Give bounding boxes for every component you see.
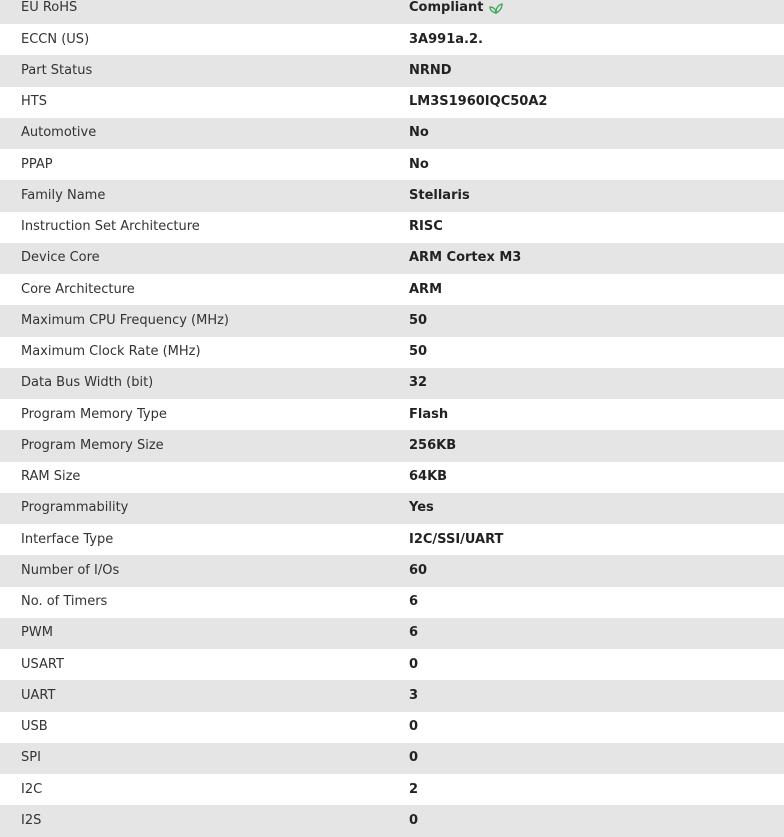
spec-value: 50	[409, 344, 428, 360]
spec-label: Programmability	[21, 500, 129, 516]
spec-label: Maximum Clock Rate (MHz)	[21, 344, 201, 360]
spec-value: 256KB	[409, 437, 457, 453]
spec-row-data-bus-width	[0, 368, 784, 399]
spec-row-usart	[0, 649, 784, 680]
spec-row-usb	[0, 712, 784, 743]
spec-value: 0	[409, 812, 419, 828]
spec-label: UART	[21, 687, 56, 703]
spec-label: Device Core	[21, 250, 100, 266]
spec-value: 0	[409, 750, 419, 766]
spec-value: 32	[409, 375, 428, 391]
spec-label: Family Name	[21, 187, 106, 203]
spec-row-program-memory-type	[0, 399, 784, 430]
spec-value: ARM	[409, 281, 443, 297]
spec-value: Yes	[409, 500, 434, 516]
spec-label: Number of I/Os	[21, 562, 120, 578]
spec-value: No	[409, 156, 429, 172]
spec-value: Compliant	[409, 0, 484, 15]
spec-value: ARM Cortex M3	[409, 250, 522, 266]
spec-label: RAM Size	[21, 469, 81, 485]
spec-value: 64KB	[409, 469, 448, 485]
spec-row-spi	[0, 743, 784, 774]
spec-row-hts	[0, 87, 784, 118]
spec-label: ECCN (US)	[21, 31, 90, 47]
spec-value: 6	[409, 594, 419, 610]
spec-value: 6	[409, 625, 419, 641]
spec-value: No	[409, 125, 429, 141]
spec-label: USART	[21, 656, 64, 672]
spec-row-automotive	[0, 118, 784, 149]
spec-row-programmability	[0, 493, 784, 524]
spec-row-device-core	[0, 243, 784, 274]
spec-value: I2C/SSI/UART	[409, 531, 504, 547]
spec-row-max-clock-rate	[0, 337, 784, 368]
spec-row-i2c	[0, 774, 784, 805]
spec-label: PPAP	[21, 156, 53, 172]
spec-label: PWM	[21, 625, 53, 641]
spec-value: Stellaris	[409, 187, 470, 203]
spec-row-max-cpu-frequency	[0, 305, 784, 336]
spec-value: LM3S1960IQC50A2	[409, 94, 548, 110]
spec-value: 0	[409, 719, 419, 735]
spec-value: Flash	[409, 406, 449, 422]
spec-label: Instruction Set Architecture	[21, 219, 200, 235]
spec-value: 50	[409, 312, 428, 328]
spec-row-part-status	[0, 55, 784, 86]
spec-label: No. of Timers	[21, 594, 108, 610]
spec-label: Maximum CPU Frequency (MHz)	[21, 312, 229, 328]
spec-label: SPI	[21, 750, 41, 766]
spec-row-eccn	[0, 24, 784, 55]
spec-label: EU RoHS	[21, 0, 78, 15]
spec-row-family-name	[0, 180, 784, 211]
spec-label: Program Memory Type	[21, 406, 167, 422]
spec-row-uart	[0, 680, 784, 711]
spec-row-ram-size	[0, 462, 784, 493]
spec-value: 60	[409, 562, 428, 578]
spec-row-pwm	[0, 618, 784, 649]
spec-label: Automotive	[21, 125, 97, 141]
spec-label: HTS	[21, 94, 47, 110]
spec-row-eu-rohs	[0, 0, 784, 24]
spec-row-ppap	[0, 149, 784, 180]
spec-label: Program Memory Size	[21, 437, 164, 453]
spec-value: 0	[409, 656, 419, 672]
spec-label: Part Status	[21, 62, 93, 78]
spec-label: Core Architecture	[21, 281, 135, 297]
spec-label: USB	[21, 719, 48, 735]
spec-value: RISC	[409, 219, 443, 235]
spec-label: Data Bus Width (bit)	[21, 375, 154, 391]
spec-value-wrapper	[409, 0, 503, 16]
leaf-icon	[489, 2, 503, 14]
spec-row-core-architecture	[0, 274, 784, 305]
spec-value: NRND	[409, 62, 452, 78]
spec-row-no-of-timers	[0, 587, 784, 618]
spec-value: 3	[409, 687, 419, 703]
spec-value: 2	[409, 781, 419, 797]
spec-label: I2C	[21, 781, 43, 797]
spec-row-isa	[0, 212, 784, 243]
spec-label: Interface Type	[21, 531, 114, 547]
spec-row-i2s	[0, 805, 784, 836]
spec-label: I2S	[21, 812, 42, 828]
spec-row-number-of-ios	[0, 555, 784, 586]
spec-row-program-memory-size	[0, 430, 784, 461]
spec-row-interface-type	[0, 524, 784, 555]
spec-value: 3A991a.2.	[409, 31, 483, 47]
